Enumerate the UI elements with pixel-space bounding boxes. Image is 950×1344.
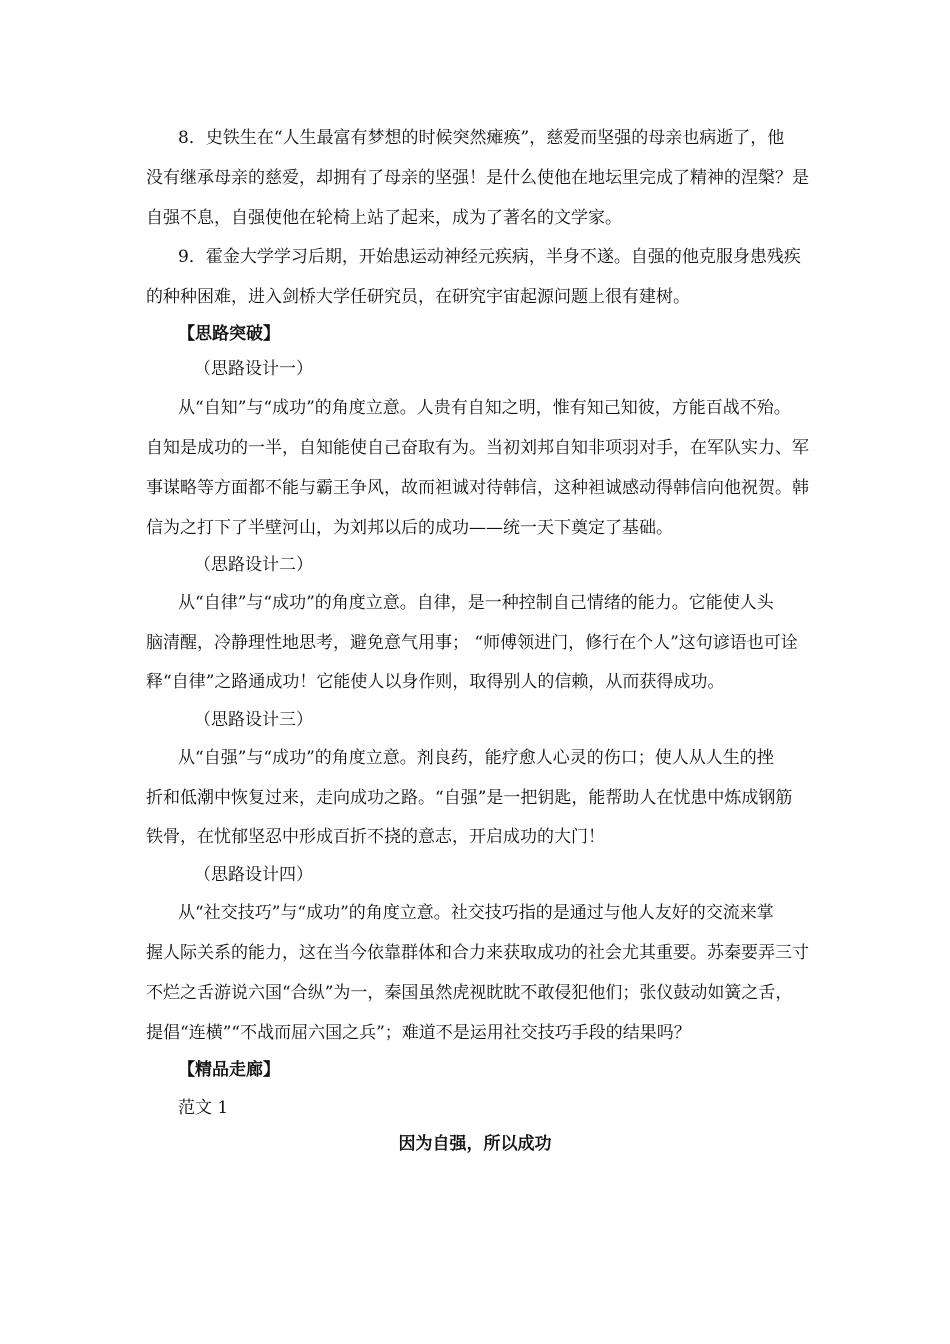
paragraph-8-line-1: 8．史铁生在“人生最富有梦想的时候突然瘫痪”，慈爱而坚强的母亲也病逝了，他	[178, 128, 785, 148]
design-1-line-2: 自知是成功的一半，自知能使自己奋取有为。当初刘邦自知非项羽对手，在军队实力、军	[146, 438, 809, 458]
design-3-line-3: 铁骨，在忧郁坚忍中形成百折不挠的意志，开启成功的大门！	[146, 827, 605, 847]
design-4-label: （思路设计四）	[194, 865, 313, 885]
essay-title: 因为自强，所以成功	[398, 1134, 552, 1154]
design-2-line-3: 释“自律”之路通成功！它能使人以身作则，取得别人的信赖，从而获得成功。	[146, 672, 725, 692]
sample-essay-label: 范文 1	[178, 1098, 229, 1118]
design-1-line-3: 事谋略等方面都不能与霸王争风，故而袒诚对待韩信，这种袒诚感动得韩信向他祝贺。韩	[146, 478, 809, 498]
paragraph-9-line-2: 的种种困难，进入剑桥大学任研究员，在研究宇宙起源问题上很有建树。	[146, 287, 690, 307]
design-2-line-1: 从“自律”与“成功”的角度立意。自律，是一种控制自己情绪的能力。它能使人头	[178, 593, 774, 613]
section-heading-gallery: 【精品走廊】	[178, 1060, 280, 1080]
paragraph-8-line-2: 没有继承母亲的慈爱，却拥有了母亲的坚强！是什么使他在地坛里完成了精神的涅槃？是	[146, 168, 809, 188]
design-2-label: （思路设计二）	[194, 555, 313, 575]
design-1-line-4: 信为之打下了半壁河山，为刘邦以后的成功——统一天下奠定了基础。	[146, 518, 673, 538]
design-4-line-1: 从“社交技巧”与“成功”的角度立意。社交技巧指的是通过与他人友好的交流来掌	[178, 903, 774, 923]
design-4-line-2: 握人际关系的能力，这在当今依靠群体和合力来获取成功的社会尤其重要。苏秦要弄三寸	[146, 943, 809, 963]
section-heading-silu: 【思路突破】	[178, 324, 280, 344]
design-3-line-2: 折和低潮中恢复过来，走向成功之路。“自强”是一把钥匙，能帮助人在忧患中炼成钢筋	[146, 788, 793, 808]
design-3-line-1: 从“自强”与“成功”的角度立意。剂良药，能疗愈人心灵的伤口；使人从人生的挫	[178, 748, 774, 768]
design-2-line-2: 脑清醒，冷静理性地思考，避免意气用事； “师傅领进门，修行在个人”这句谚语也可诠	[146, 633, 798, 653]
design-1-line-1: 从“自知”与“成功”的角度立意。人贵有自知之明，惟有知己知彼，方能百战不殆。	[178, 398, 791, 418]
design-3-label: （思路设计三）	[194, 710, 313, 730]
paragraph-9-line-1: 9．霍金大学学习后期，开始患运动神经元疾病，半身不遂。自强的他克服身患残疾	[178, 247, 801, 267]
design-1-label: （思路设计一）	[194, 359, 313, 379]
design-4-line-3: 不烂之舌游说六国“合纵”为一，秦国虽然虎视眈眈不敢侵犯他们；张仪鼓动如簧之舌，	[146, 983, 793, 1003]
paragraph-8-line-3: 自强不息，自强使他在轮椅上站了起来，成为了著名的文学家。	[146, 208, 622, 228]
design-4-line-4: 提倡“连横”“不战而屈六国之兵”；难道不是运用社交技巧手段的结果吗？	[146, 1023, 691, 1043]
